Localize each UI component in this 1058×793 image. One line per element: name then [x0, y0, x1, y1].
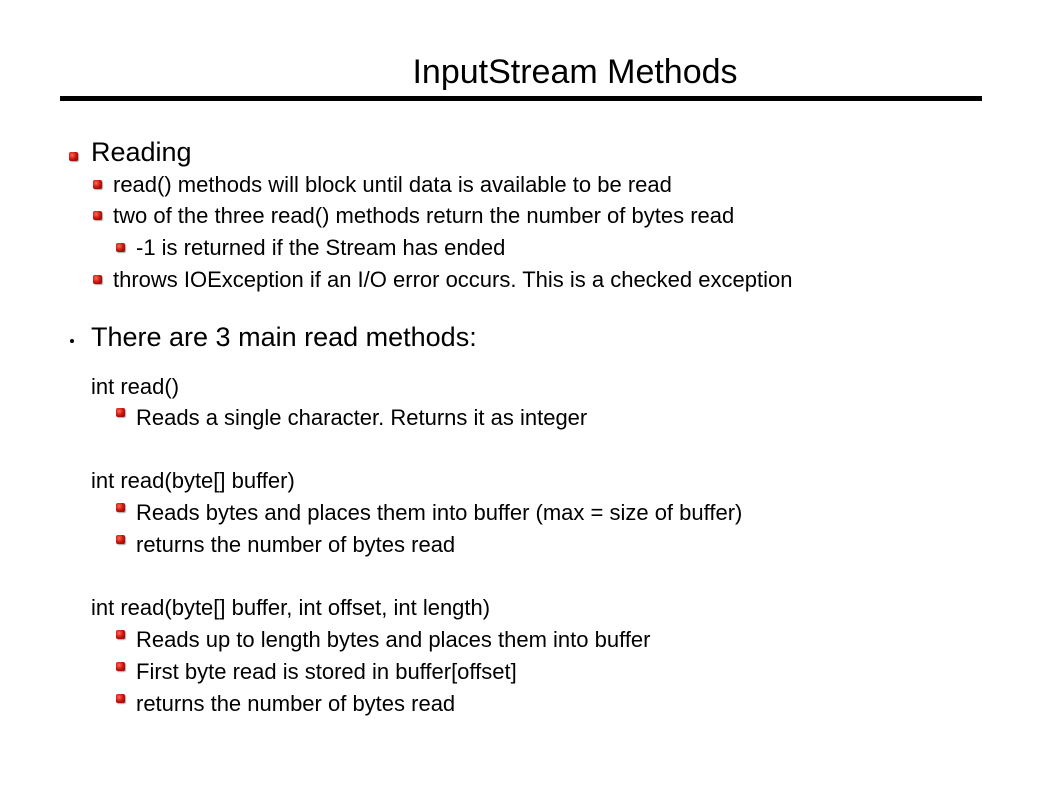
- dot-bullet-icon: [70, 339, 74, 343]
- red-square-bullet-icon: [116, 535, 125, 544]
- reading-point: throws IOException if an I/O error occurs. This is a checked exception: [113, 267, 793, 292]
- reading-heading: Reading: [91, 137, 192, 167]
- method-signature: int read(): [91, 374, 180, 399]
- red-square-bullet-icon: [93, 211, 102, 220]
- red-square-bullet-icon: [116, 243, 125, 252]
- method-detail: Reads bytes and places them into buffer (max = size of buffer): [136, 500, 743, 525]
- method-signature: int read(byte[] buffer, int offset, int length): [91, 595, 491, 620]
- reading-subpoint: -1 is returned if the Stream has ended: [136, 235, 506, 260]
- red-square-bullet-icon: [93, 180, 102, 189]
- method-signature: int read(byte[] buffer): [91, 468, 295, 493]
- red-square-bullet-icon: [116, 694, 125, 703]
- method-detail: returns the number of bytes read: [136, 691, 456, 716]
- reading-point: read() methods will block until data is available to be read: [113, 172, 672, 197]
- method-detail: Reads up to length bytes and places them into buffer: [136, 627, 651, 652]
- red-square-bullet-icon: [93, 275, 102, 284]
- red-square-bullet-icon: [116, 503, 125, 512]
- reading-point: two of the three read() methods return the number of bytes read: [113, 203, 735, 228]
- method-detail: First byte read is stored in buffer[offset]: [136, 659, 517, 684]
- slide-title: InputStream Methods: [412, 53, 738, 91]
- title-underline: [60, 96, 982, 101]
- red-square-bullet-icon: [116, 662, 125, 671]
- method-detail: Reads a single character. Returns it as integer: [136, 405, 588, 430]
- red-square-bullet-icon: [116, 408, 125, 417]
- method-detail: returns the number of bytes read: [136, 532, 456, 557]
- red-square-bullet-icon: [116, 630, 125, 639]
- methods-heading: There are 3 main read methods:: [91, 322, 477, 352]
- red-square-bullet-icon: [69, 152, 78, 161]
